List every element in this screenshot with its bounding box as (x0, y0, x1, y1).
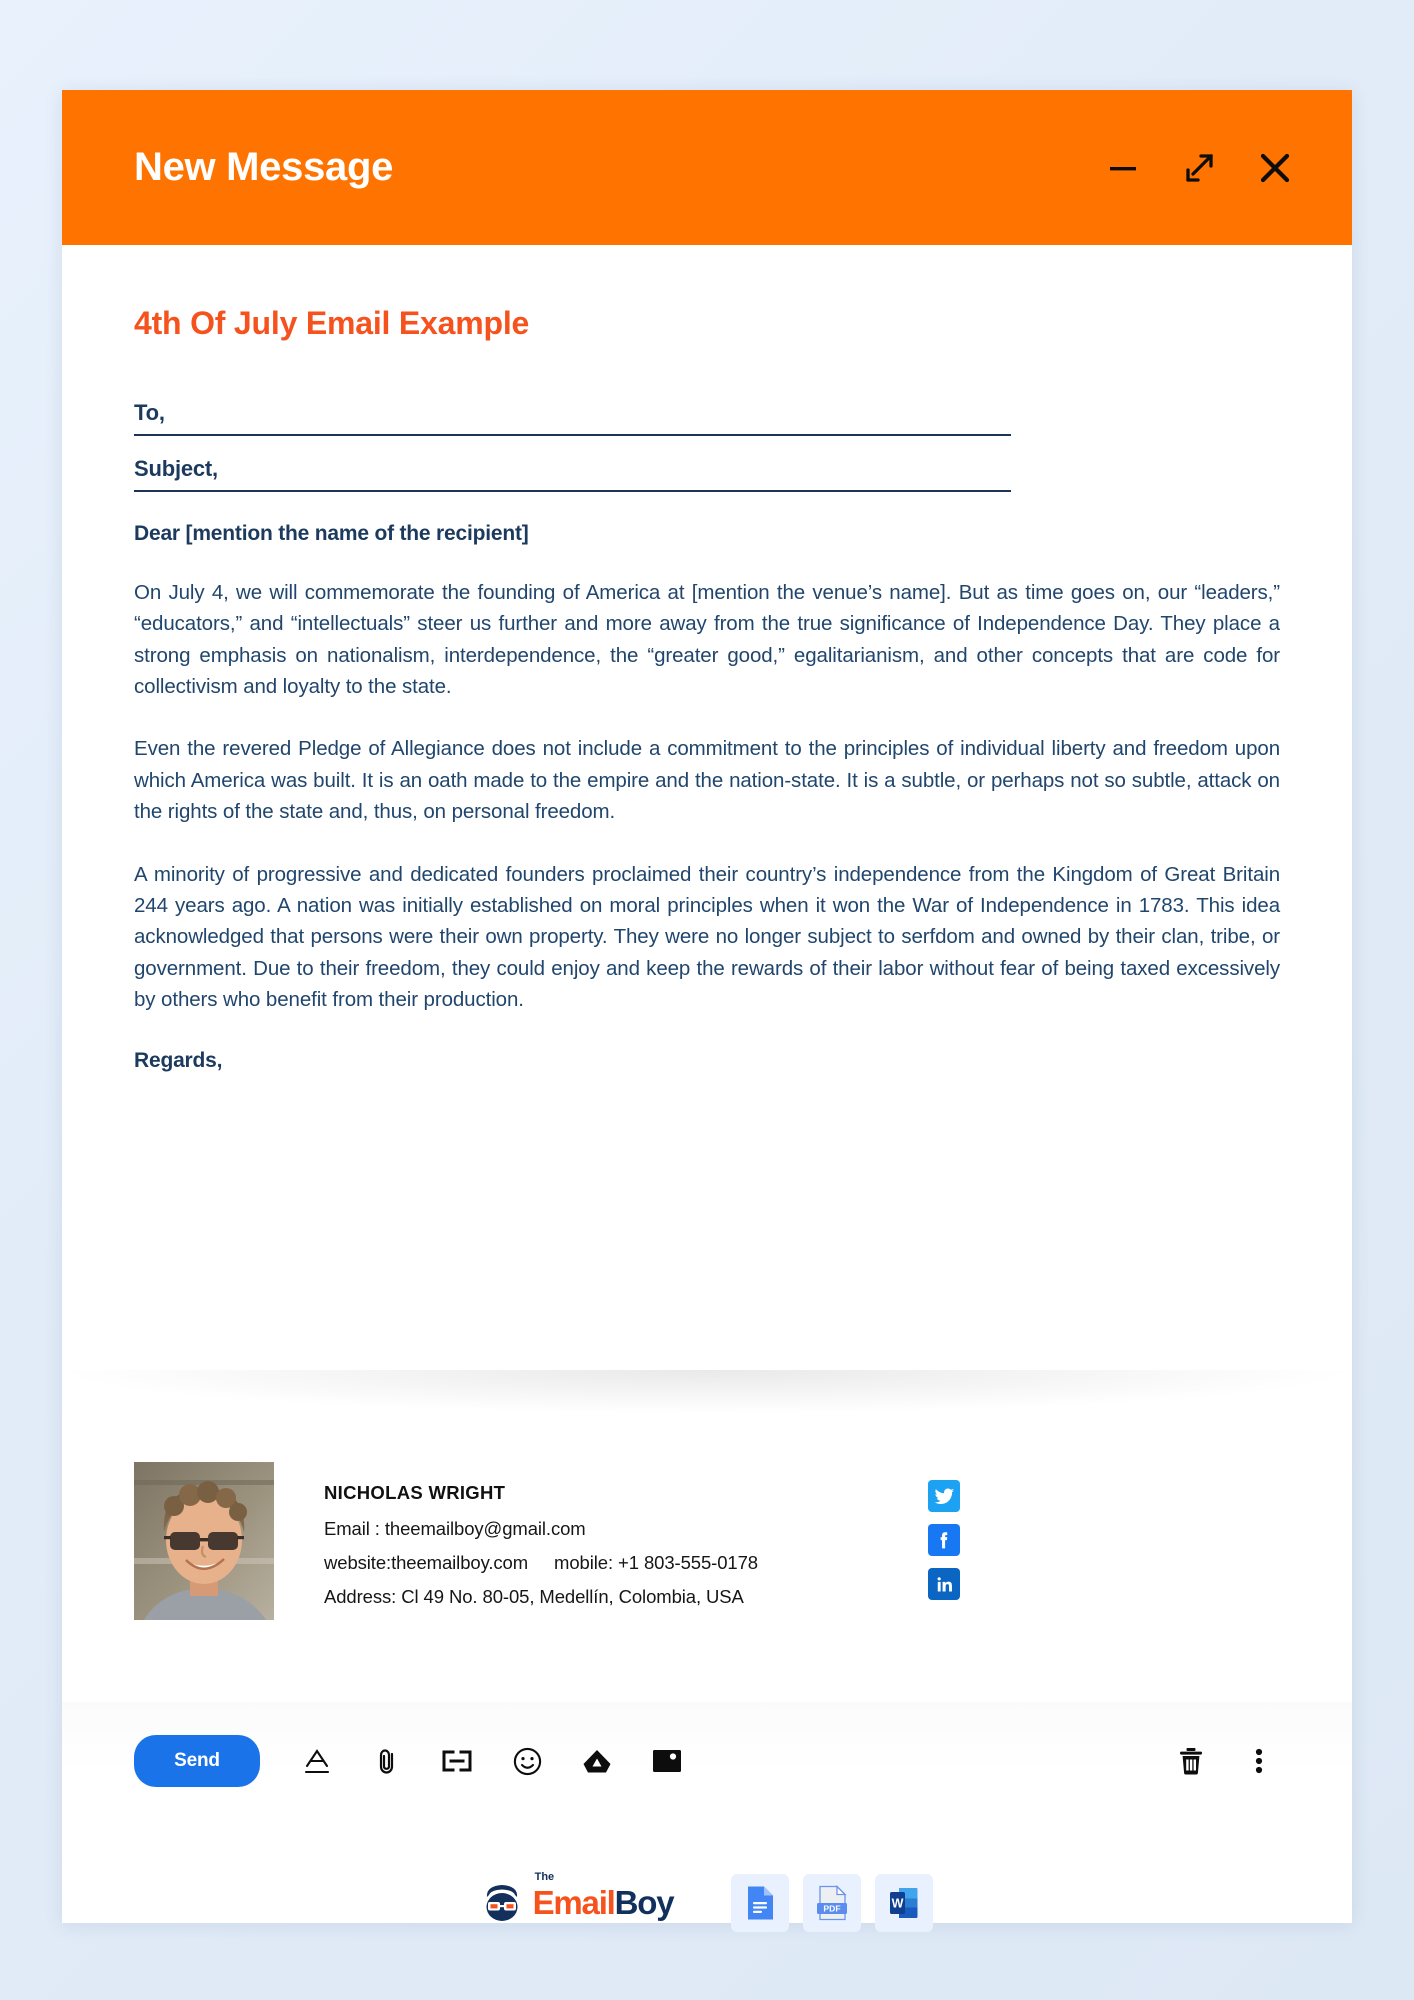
facebook-icon[interactable] (928, 1524, 960, 1556)
linkedin-icon[interactable] (928, 1568, 960, 1600)
insert-emoji-icon[interactable] (506, 1740, 548, 1782)
window-controls (1101, 146, 1297, 190)
expand-icon[interactable] (1177, 146, 1221, 190)
signature-address: Address: Cl 49 No. 80-05, Medellín, Colombia, USA (324, 1586, 744, 1607)
signature-name: NICHOLAS WRIGHT (324, 1482, 506, 1503)
compose-toolbar (62, 1702, 1352, 1820)
salutation-text: Dear [mention the name of the recipient] (134, 522, 529, 545)
avatar (134, 1462, 274, 1620)
emailboy-logo (481, 1871, 674, 1925)
word-label: W (891, 1896, 904, 1911)
attach-file-icon[interactable] (366, 1740, 408, 1782)
trash-icon[interactable] (1170, 1740, 1212, 1782)
format-text-icon[interactable] (296, 1740, 338, 1782)
emailboy-mascot-icon (481, 1881, 523, 1925)
subject-field-row[interactable] (134, 456, 1011, 492)
compose-titlebar (62, 90, 1352, 245)
signature-website-mobile (324, 1552, 928, 1574)
file-format-chips (731, 1874, 933, 1932)
more-options-icon[interactable] (1238, 1740, 1280, 1782)
to-field-label: To, (134, 400, 165, 425)
signature-social-links (928, 1462, 960, 1600)
pdf-label: PDF (823, 1903, 841, 1914)
google-drive-icon[interactable] (576, 1740, 618, 1782)
compose-window (62, 90, 1352, 1923)
pdf-file-icon[interactable] (803, 1874, 861, 1932)
email-signature (134, 1462, 1280, 1620)
twitter-icon[interactable] (928, 1480, 960, 1512)
brand-wordmark (532, 1871, 674, 1922)
insert-link-icon[interactable] (436, 1740, 478, 1782)
insert-photo-icon[interactable] (646, 1740, 688, 1782)
brand-the-text: The (534, 1871, 555, 1883)
footer-branding (62, 1848, 1352, 1958)
brand-email-text: Email (532, 1884, 615, 1921)
signature-email: Email : theemailboy@gmail.com (324, 1518, 586, 1539)
signature-divider-shadow (62, 1370, 1352, 1430)
body-paragraph-1: On July 4, we will commemorate the founding of America at [mention the venue’s name]. But as time goes on, our “leaders,” “educators,” and “intellectuals” steer us further and more away from the true significance of Independence Day. They place a strong emphasis on nationalism, interdependence, the “greater good,” egalitarianism, and other concepts that are code for collectivism and loyalty to the state. (134, 581, 1280, 699)
toolbar-right-group (1170, 1740, 1280, 1782)
subject-field-label: Subject, (134, 456, 218, 481)
signature-details (324, 1462, 928, 1620)
signature-mobile: mobile: +1 803-555-0178 (554, 1552, 758, 1573)
page-title: 4th Of July Email Example (134, 305, 530, 341)
email-body (62, 245, 1352, 1073)
closing-text: Regards, (134, 1049, 223, 1073)
minimize-icon[interactable] (1101, 146, 1145, 190)
signature-website: website:theemailboy.com (324, 1552, 529, 1573)
word-file-icon[interactable] (875, 1874, 933, 1932)
toolbar-icon-group (296, 1740, 688, 1782)
to-field-row[interactable] (134, 400, 1011, 436)
close-icon[interactable] (1253, 146, 1297, 190)
window-title: New Message (134, 145, 394, 189)
send-button[interactable]: Send (134, 1735, 260, 1787)
brand-boy-text: Boy (614, 1884, 674, 1921)
google-docs-icon[interactable] (731, 1874, 789, 1932)
body-paragraph-3: A minority of progressive and dedicated founders proclaimed their country’s independence from the Kingdom of Great Britain 244 years ago. A nation was initially established on moral principles when it won the War of Independence in 1783. This idea acknowledged that persons were their own property. They were no longer subject to serfdom and owned by their clan, tribe, or government. Due to their freedom, they could enjoy and keep the rewards of their labor without fear of being taxed excessively by others who benefit from their production. (134, 862, 1280, 1011)
body-paragraph-2: Even the revered Pledge of Allegiance does not include a commitment to the principles of individual liberty and freedom upon which America was built. It is an oath made to the empire and the nation-state. It is a subtle, or perhaps not so subtle, attack on the rights of the state and, thus, on personal freedom. (134, 737, 1280, 824)
